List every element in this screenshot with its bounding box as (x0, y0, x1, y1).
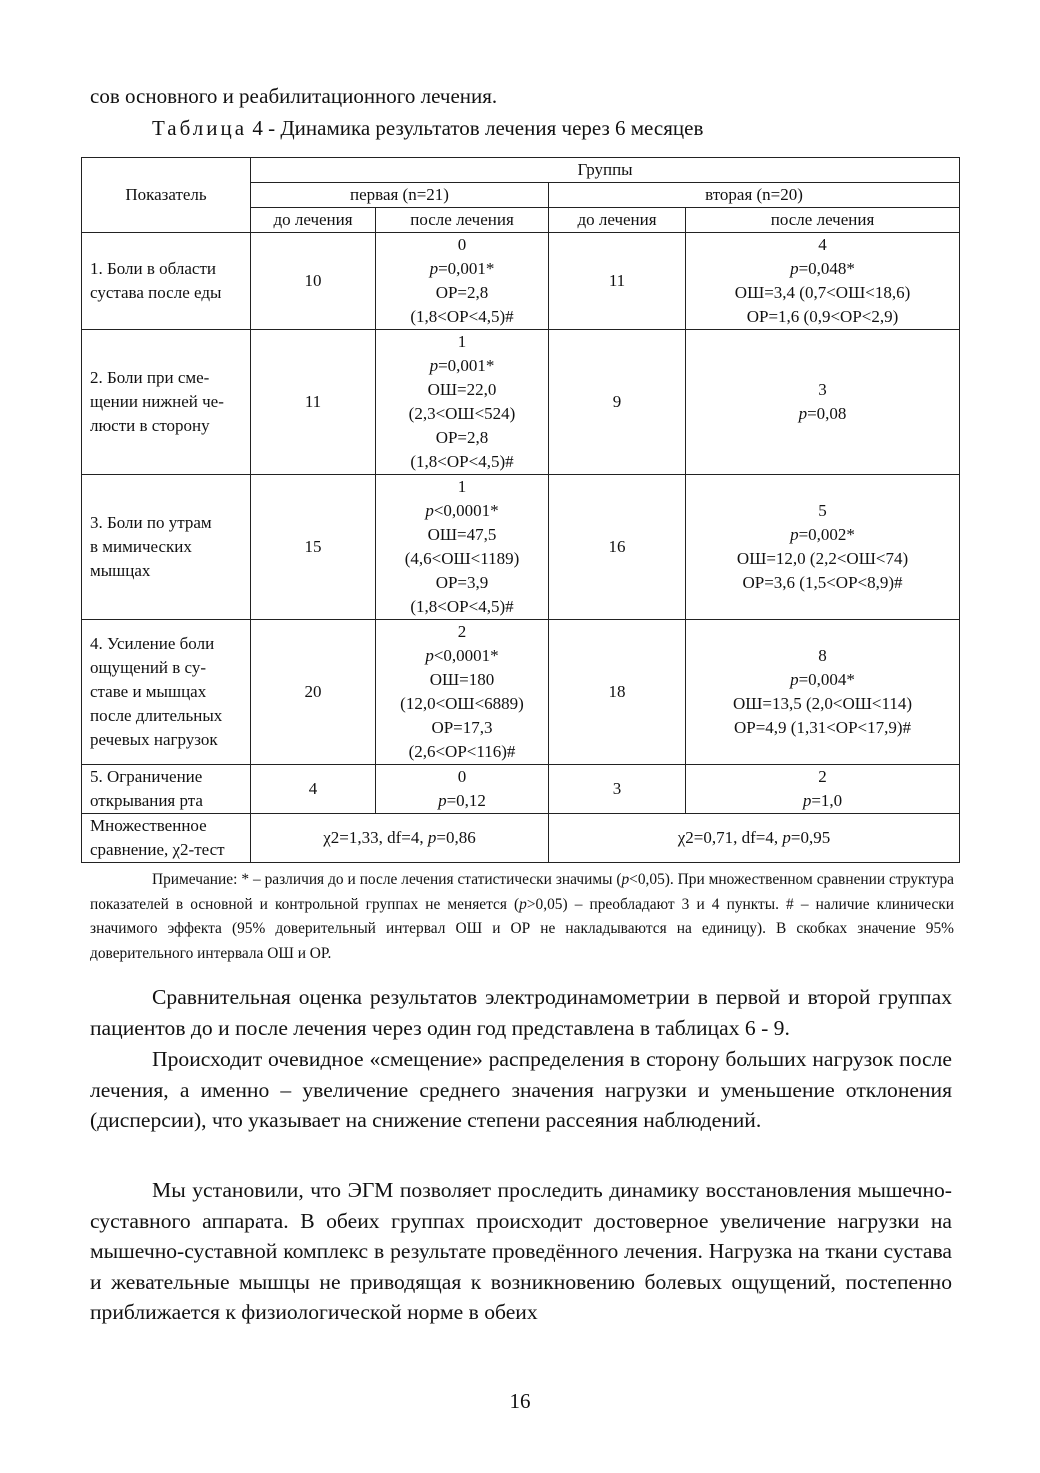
g1-after-line: ОШ=180 (429, 670, 495, 689)
g1-after-line: 1 (457, 477, 467, 496)
g1-after-line: ОШ=47,5 (427, 525, 497, 544)
g2-after-value (686, 475, 960, 620)
g1-after-value (376, 475, 549, 620)
g1-after-line: (2,6<ОР<116)# (408, 742, 516, 761)
g2-after-line: p=0,002* (790, 525, 855, 544)
g2-before-value: 18 (549, 620, 686, 765)
row-label (82, 330, 251, 475)
header-groups: Группы (251, 158, 960, 183)
g2-after-line: ОР=4,9 (1,31<ОР<17,9)# (733, 718, 912, 737)
row-label (82, 620, 251, 765)
g2-after-line: 8 (818, 646, 827, 665)
caption-word: Таблица (152, 116, 248, 140)
g1-after-value (376, 233, 549, 330)
g1-after-line: p=0,12 (438, 791, 486, 810)
g1-before-value: 20 (251, 620, 376, 765)
table-row (82, 620, 960, 765)
paragraph-1: Сравнительная оценка результатов электродинамометрии в первой и второй группах пациентов до и после лечения через один год представлена в таблицах 6 - 9. (90, 985, 952, 1040)
row-label-line: 4. Усиление боли (90, 634, 215, 653)
g1-after-line: p=0,001* (429, 356, 495, 375)
row-label (82, 475, 251, 620)
g2-after-line: p=1,0 (802, 791, 843, 810)
header-g1-after: после лечения (376, 208, 549, 233)
row-label-line: открывания рта (90, 791, 203, 810)
g2-after-line: 2 (818, 767, 827, 786)
header-g2-before: до лечения (549, 208, 686, 233)
row-label-line: ощущений в су- (90, 658, 207, 677)
g1-after-line: (4,6<ОШ<1189) (404, 549, 520, 568)
g1-after-line: p<0,0001* (425, 646, 499, 665)
row-label-line: 3. Боли по утрам (90, 513, 212, 532)
g1-after-line: p=0,001* (429, 259, 495, 278)
g2-before-value: 16 (549, 475, 686, 620)
chi-square-row (82, 814, 960, 863)
g1-after-line: ОШ=22,0 (427, 380, 497, 399)
g1-after-line: ОР=17,3 (431, 718, 493, 737)
chi-label-line: Множественное (90, 816, 207, 835)
g2-before-value: 9 (549, 330, 686, 475)
g2-after-line: ОШ=13,5 (2,0<ОШ<114) (732, 694, 913, 713)
g1-before-value: 15 (251, 475, 376, 620)
header-g1-before: до лечения (251, 208, 376, 233)
g1-after-line: ОР=2,8 (435, 428, 489, 447)
g1-after-line: (1,8<ОР<4,5)# (410, 597, 514, 616)
row-label-line: в мимических (90, 537, 192, 556)
g2-after-line: p=0,004* (790, 670, 855, 689)
header-group-1: первая (n=21) (251, 183, 549, 208)
chi-label-line: сравнение, χ2-тест (90, 840, 225, 859)
g2-after-line: ОШ=12,0 (2,2<ОШ<74) (736, 549, 909, 568)
g2-after-value (686, 620, 960, 765)
g1-after-line: p<0,0001* (425, 501, 499, 520)
header-g2-after: после лечения (686, 208, 960, 233)
table-row (82, 475, 960, 620)
table-row (82, 765, 960, 814)
g2-before-value: 3 (549, 765, 686, 814)
g1-after-value (376, 620, 549, 765)
row-label (82, 233, 251, 330)
row-label-line: после длительных (90, 706, 223, 725)
g1-after-line: 2 (457, 622, 467, 641)
table-row (82, 233, 960, 330)
table-note: Примечание: * – различия до и после лечения статистически значимы (p<0,05). При множественном сравнении структура показателей в основной и контрольной группах не меняется (p>0,05) – преобладают 3 и 4 пункты. # – наличие клинически значимого эффекта (95% доверительный интервал ОШ и ОР не накладываются на единицу). В скобках значение 95% доверительного интервала ОШ и ОР. (90, 871, 954, 962)
row-label-line: люсти в сторону (90, 416, 210, 435)
row-label-line: сустава после еды (90, 283, 222, 302)
chi-group-2: χ2=0,71, df=4, p=0,95 (549, 814, 960, 863)
g1-after-line: 0 (457, 767, 467, 786)
row-label-line: 2. Боли при сме- (90, 368, 210, 387)
header-indicator: Показатель (82, 158, 251, 233)
g2-after-value (686, 233, 960, 330)
g2-after-line: p=0,048* (790, 259, 855, 278)
g1-after-line: ОР=3,9 (435, 573, 489, 592)
g2-before-value: 11 (549, 233, 686, 330)
row-label (82, 765, 251, 814)
g2-after-line: ОШ=3,4 (0,7<ОШ<18,6) (734, 283, 911, 302)
g1-after-line: (2,3<ОШ<524) (408, 404, 516, 423)
paragraph-3: Мы установили, что ЭГМ позволяет проследить динамику восстановления мышечно-суставного аппарата. В обеих группах происходит достоверное увеличение нагрузки на мышечно-суставной комплекс в результате проведённого лечения. Нагрузка на ткани сустава и жевательные мышцы не приводящая к возникновению болевых ощущений, постепенно приближается к физиологической норме в обеих (90, 1178, 952, 1324)
g1-before-value: 11 (251, 330, 376, 475)
g2-after-line: ОР=3,6 (1,5<ОР<8,9)# (742, 573, 903, 592)
g2-after-line: 3 (818, 380, 827, 399)
row-label-line: мышцах (90, 561, 151, 580)
intro-line: сов основного и реабилитационного лечения. (90, 84, 498, 108)
results-table (81, 157, 960, 863)
row-label-line: 1. Боли в области (90, 259, 216, 278)
g2-after-value (686, 765, 960, 814)
g1-after-value (376, 765, 549, 814)
g1-after-line: 1 (457, 332, 467, 351)
caption-text: 4 - Динамика результатов лечения через 6 месяцев (247, 116, 704, 140)
g1-after-line: (1,8<ОР<4,5)# (410, 307, 514, 326)
g2-after-line: 5 (818, 501, 827, 520)
row-label-line: щении нижней че- (90, 392, 224, 411)
g1-after-value (376, 330, 549, 475)
paragraph-2: Происходит очевидное «смещение» распределения в сторону больших нагрузок после лечения, а именно – увеличение среднего значения нагрузки и уменьшение отклонения (дисперсии), что указывает на снижение степени рассеяния наблюдений. (90, 1047, 952, 1132)
g2-after-line: p=0,08 (798, 404, 847, 423)
row-label-line: 5. Ограничение (90, 767, 203, 786)
g2-after-value (686, 330, 960, 475)
g1-after-line: (1,8<ОР<4,5)# (410, 452, 514, 471)
g2-after-line: ОР=1,6 (0,9<ОР<2,9) (746, 307, 899, 326)
row-label-line: речевых нагрузок (90, 730, 218, 749)
g2-after-line: 4 (818, 235, 827, 254)
chi-label (82, 814, 251, 863)
g1-after-line: 0 (457, 235, 467, 254)
table-caption (152, 116, 703, 141)
header-group-2: вторая (n=20) (549, 183, 960, 208)
chi-group-1: χ2=1,33, df=4, p=0,86 (251, 814, 549, 863)
g1-after-line: (12,0<ОШ<6889) (400, 694, 524, 713)
row-label-line: ставе и мышцах (90, 682, 207, 701)
page-number: 16 (509, 1389, 531, 1413)
g1-before-value: 10 (251, 233, 376, 330)
g1-after-line: ОР=2,8 (435, 283, 489, 302)
g1-before-value: 4 (251, 765, 376, 814)
table-row (82, 330, 960, 475)
